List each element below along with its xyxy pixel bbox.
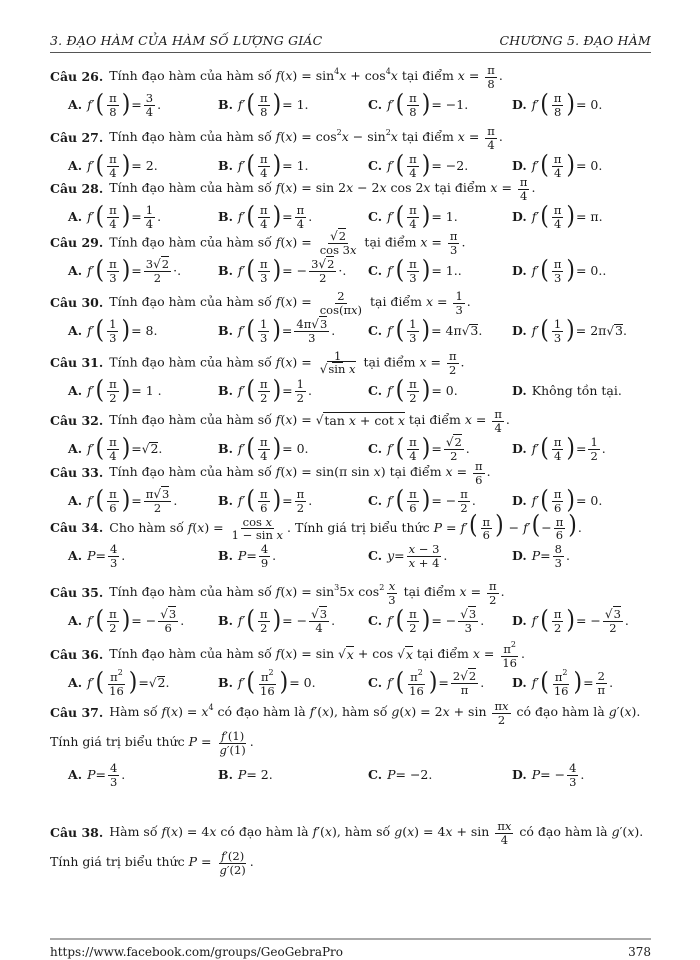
option-d[interactable]: D. f ′ ( $\frac{\pi}{8}$ ) = 0. (512, 90, 603, 119)
option-a[interactable]: A. P = $\frac{4}{3}$ . (68, 542, 126, 570)
question-33 (50, 460, 651, 516)
option-b[interactable]: B. f ′ ( $\frac{\pi}{6}$ ) = $\frac{\pi}{2}$ . (218, 486, 313, 515)
option-b[interactable]: B. P = $\frac{4}{9}$ . (218, 542, 277, 570)
question-31 (50, 350, 651, 406)
question-34 (50, 511, 651, 571)
question-stem: Câu 26. Tính đạo hàm của hàm số $f(x) = \sin^4x + \cos^4x$ tại điểm x = $\frac{\pi}{8}$ . (50, 63, 503, 91)
option-a[interactable]: A. f ′ ( $\frac{\pi}{4}$ ) = 2. (68, 151, 158, 180)
option-b[interactable]: B. f ′ ( $\frac{\pi}{8}$ ) = 1. (218, 90, 309, 119)
answer-options (50, 256, 651, 286)
option-a[interactable]: A. f ′ ( $\frac{\pi}{2}$ ) = − $\frac{√3}{6}$ . (68, 606, 185, 635)
question-38 (50, 820, 651, 880)
option-c[interactable]: C. f ′ ( $\frac{1}{3}$ ) = 4π √ 3 . (368, 316, 483, 345)
answer-options (50, 668, 651, 698)
option-b[interactable]: B. f ′ ( $\frac{\pi}{4}$ ) = 1. (218, 151, 309, 180)
question-stem: Câu 27. Tính đạo hàm của hàm số $f(x) = \cos^2x - \sin^2x$ tại điểm x = $\frac{\pi}{4}$ . (50, 124, 503, 152)
question-number: Câu 36. (50, 646, 104, 662)
answer-options (50, 760, 651, 790)
answer-options (50, 202, 651, 232)
option-b[interactable]: B. f ′ ( $\frac{1}{3}$ ) = $\frac{4\pi√3}{3}$ . (218, 316, 336, 345)
answer-options (50, 316, 651, 346)
question-number: Câu 28. (50, 180, 104, 196)
question-37 (50, 700, 651, 790)
option-b[interactable]: B. f ′ ( $\frac{\pi}{2}$ ) = − $\frac{√3}{4}$ . (218, 606, 336, 635)
option-b[interactable]: B. f ′ ( $\frac{\pi}{3}$ ) = − $\frac{3√2}{2}$ ·. (218, 256, 347, 285)
question-stem: Câu 37. Hàm số $f(x) = x^4$ có đạo hàm là f′(x), hàm số g(x) = 2x + sin $\frac{\pi x}{2}$ có đạo hàm là g′(x). (50, 699, 641, 727)
question-stem: Câu 35. Tính đạo hàm của hàm số $f(x) = \sin^35x$ $\cos^2$ $\frac{x}{3}$ tại điểm x = $\frac{\pi}{2}$ . (50, 579, 505, 607)
question-number: Câu 27. (50, 129, 104, 145)
answer-options (50, 606, 651, 636)
question-number: Câu 35. (50, 584, 104, 600)
footer-rule (50, 938, 651, 940)
answer-options (50, 376, 651, 406)
option-d[interactable]: D. f ′ ( $\frac{\pi^2}{16}$ ) = $\frac{2}{\pi}$ . (512, 668, 614, 698)
question-stem: Câu 34. Cho hàm số f(x) = $\frac{\text{cos x}}{\text{1 − sin x}}$ . Tính giá trị biểu thức P = f′( $\frac{\pi}{6}$ ) − f′(− $\frac{\pi}{6}$ ). (50, 511, 582, 542)
option-c[interactable]: C. f ′ ( $\frac{\pi}{4}$ ) = 1. (368, 202, 458, 231)
option-c[interactable]: C. f ′ ( $\frac{\pi}{8}$ ) = −1. (368, 90, 469, 119)
option-c[interactable]: C. f ′ ( $\frac{\pi^2}{16}$ ) = $\frac{2√2}{\pi}$ . (368, 668, 485, 698)
question-27 (50, 125, 651, 181)
answer-options (50, 541, 651, 571)
header-rule (50, 52, 651, 53)
section-title: 3. ĐẠO HÀM CỦA HÀM SỐ LƯỢNG GIÁC (50, 33, 323, 48)
question-stem-cont: Tính giá trị biểu thức P = $\frac{f'(2)}{g'(2)}$ . (50, 849, 254, 877)
question-stem-cont: Tính giá trị biểu thức P = $\frac{f'(1)}{g'(1)}$ . (50, 729, 254, 757)
footer-url[interactable]: https://www.facebook.com/groups/GeoGebraPro (50, 945, 344, 959)
option-c[interactable]: C. P = −2. (368, 766, 433, 782)
option-c[interactable]: C. f ′ ( $\frac{\pi}{4}$ ) = −2. (368, 151, 469, 180)
option-c[interactable]: C. f ′ ( $\frac{\pi}{4}$ ) = $\frac{√2}{2}$ . (368, 434, 470, 463)
running-header (50, 33, 651, 49)
option-c[interactable]: C. f ′ ( $\frac{\pi}{2}$ ) = − $\frac{√3}{3}$ . (368, 606, 485, 635)
option-d[interactable]: D. Không tồn tại. (512, 382, 622, 398)
question-26 (50, 64, 651, 120)
option-a[interactable]: A. f ′ ( $\frac{\pi}{8}$ ) = $\frac{3}{4}$ . (68, 90, 162, 119)
option-a[interactable]: A. f ′ ( $\frac{\pi^2}{16}$ ) = √ 2 . (68, 668, 170, 698)
question-number: Câu 38. (50, 824, 104, 840)
option-b[interactable]: B. f ′ ( $\frac{\pi}{4}$ ) = 0. (218, 434, 309, 463)
option-a[interactable]: A. f ′ ( $\frac{\pi}{2}$ ) = 1 . (68, 376, 162, 405)
option-c[interactable]: C. y = $\frac{x - 3}{x + 4}$ . (368, 542, 448, 570)
question-stem: Câu 32. Tính đạo hàm của hàm số f(x) = √tan x + cot x tại điểm x = $\frac{\pi}{4}$ . (50, 407, 510, 435)
option-a[interactable]: A. f ′ ( $\frac{\pi}{4}$ ) = $\frac{1}{4}$ . (68, 202, 162, 231)
question-number: Câu 37. (50, 704, 104, 720)
question-stem: Câu 31. Tính đạo hàm của hàm số f(x) = $\frac{1}{\text{√sin x}}$ tại điểm x = $\frac{\pi}{2}$ . (50, 349, 465, 377)
answer-options (50, 486, 651, 516)
page-number: 378 (628, 945, 651, 959)
question-number: Câu 29. (50, 234, 104, 250)
option-b[interactable]: B. P = 2. (218, 766, 273, 782)
option-c[interactable]: C. f ′ ( $\frac{\pi}{3}$ ) = 1.. (368, 256, 462, 285)
option-b[interactable]: B. f ′ ( $\frac{\pi^2}{16}$ ) = 0. (218, 668, 316, 698)
option-a[interactable]: A. f ′ ( $\frac{\pi}{4}$ ) = √ 2 . (68, 434, 163, 463)
question-30 (50, 290, 651, 346)
option-a[interactable]: A. f ′ ( $\frac{\pi}{6}$ ) = $\frac{\pi√3}{2}$ . (68, 486, 178, 515)
question-stem: Câu 30. Tính đạo hàm của hàm số f(x) = $\frac{2}{\cos(\pi x)}$ tại điểm x = $\frac{1}{3}$ . (50, 289, 471, 317)
question-stem: Câu 38. Hàm số f(x) = 4x có đạo hàm là f′(x), hàm số g(x) = 4x + sin $\frac{\pi x}{4}$ có đạo hàm là g′(x). (50, 819, 644, 847)
question-stem: Câu 29. Tính đạo hàm của hàm số f(x) = $\frac{√2}{\cos 3x}$ tại điểm x = $\frac{\pi}{3}$ . (50, 229, 466, 257)
option-d[interactable]: D. f ′ ( $\frac{\pi}{4}$ ) = $\frac{1}{2}$ . (512, 434, 606, 463)
option-d[interactable]: D. P = − $\frac{4}{3}$ . (512, 761, 585, 789)
option-d[interactable]: D. f ′ ( $\frac{\pi}{4}$ ) = 0. (512, 151, 603, 180)
option-d[interactable]: D. f ′ ( $\frac{1}{3}$ ) = 2π √ 3 . (512, 316, 627, 345)
option-c[interactable]: C. f ′ ( $\frac{\pi}{2}$ ) = 0. (368, 376, 458, 405)
question-28 (50, 176, 651, 232)
chapter-title: CHƯƠNG 5. ĐẠO HÀM (499, 33, 651, 48)
option-d[interactable]: D. f ′ ( $\frac{\pi}{3}$ ) = 0.. (512, 256, 607, 285)
option-d[interactable]: D. f ′ ( $\frac{\pi}{6}$ ) = 0. (512, 486, 603, 515)
question-36 (50, 642, 651, 698)
option-b[interactable]: B. f ′ ( $\frac{\pi}{2}$ ) = $\frac{1}{2}$ . (218, 376, 312, 405)
question-stem: Câu 36. Tính đạo hàm của hàm số f(x) = sin √x + cos √x tại điểm x = $\frac{\pi^2}{16}$ . (50, 640, 525, 670)
question-stem: Câu 28. Tính đạo hàm của hàm số f(x) = sin 2x − 2x cos 2x tại điểm x = $\frac{\pi}{4}$ . (50, 175, 536, 203)
answer-options (50, 90, 651, 120)
question-number: Câu 34. (50, 519, 104, 535)
question-number: Câu 33. (50, 464, 104, 480)
option-a[interactable]: A. f ′ ( $\frac{\pi}{3}$ ) = $\frac{3√2}{2}$ ·. (68, 256, 182, 285)
question-32 (50, 408, 651, 464)
option-d[interactable]: D. f ′ ( $\frac{\pi}{2}$ ) = − $\frac{√3}{2}$ . (512, 606, 629, 635)
option-c[interactable]: C. f ′ ( $\frac{\pi}{6}$ ) = − $\frac{\pi}{2}$ . (368, 486, 476, 515)
question-35 (50, 580, 651, 636)
question-29 (50, 230, 651, 286)
question-stem: Câu 33. Tính đạo hàm của hàm số f(x) = sin(π sin x) tại điểm x = $\frac{\pi}{6}$ . (50, 459, 491, 487)
option-b[interactable]: B. f ′ ( $\frac{\pi}{4}$ ) = $\frac{\pi}{4}$ . (218, 202, 313, 231)
question-number: Câu 26. (50, 68, 104, 84)
option-a[interactable]: A. P = $\frac{4}{3}$ . (68, 761, 126, 789)
question-number: Câu 30. (50, 294, 104, 310)
question-number: Câu 31. (50, 354, 104, 370)
option-d[interactable]: D. f ′ ( $\frac{\pi}{4}$ ) = π. (512, 202, 603, 231)
option-a[interactable]: A. f ′ ( $\frac{1}{3}$ ) = 8. (68, 316, 158, 345)
question-number: Câu 32. (50, 412, 104, 428)
option-d[interactable]: D. P = $\frac{8}{3}$ . (512, 542, 570, 570)
